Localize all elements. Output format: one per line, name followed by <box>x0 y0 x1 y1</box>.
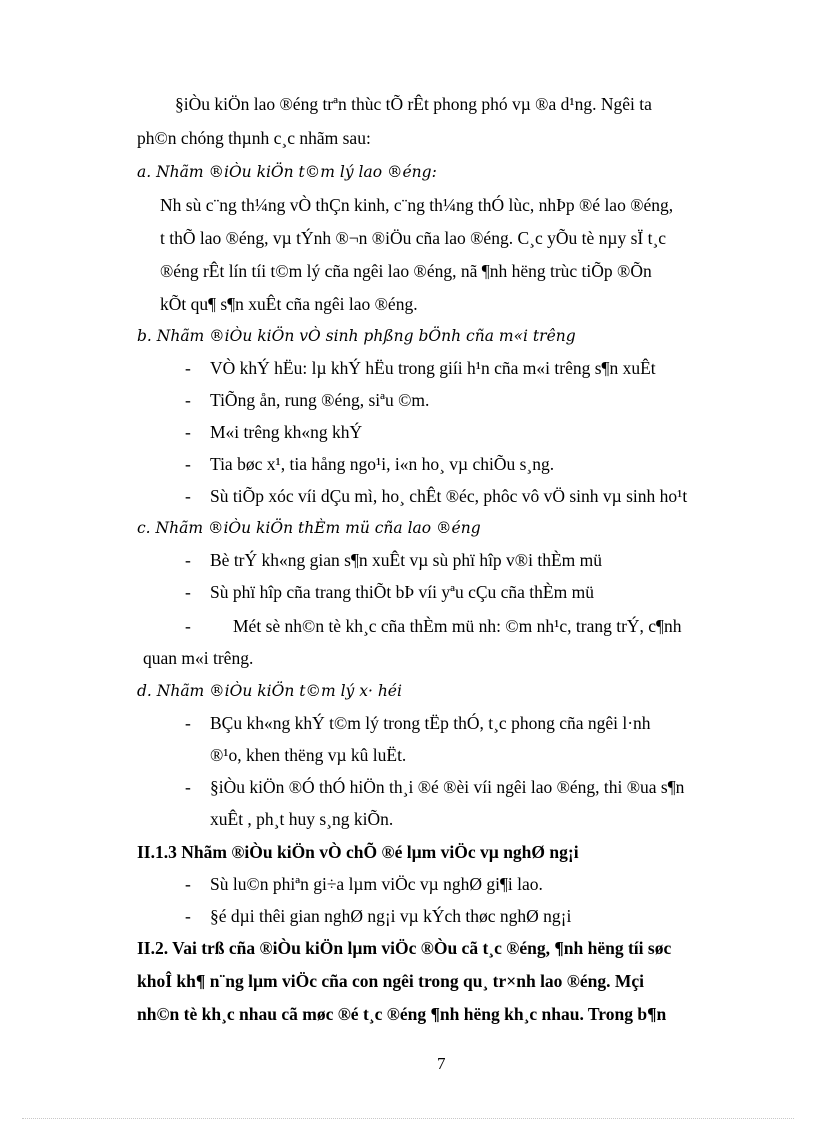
section-d-item-1-line-2: ®¹o, khen thëng vµ kû luËt. <box>210 745 407 765</box>
section-12-line-3: nh©n tè kh¸c nhau cã møc ®é t¸c ®éng ¶nh hëng kh¸c nhau. Trong b¶n <box>137 1004 667 1024</box>
paragraph-intro-line-2: ph©n chóng thµnh c¸c nhãm sau: <box>137 128 371 148</box>
bullet-dash: - <box>185 582 191 602</box>
section-a-line-3: ®éng rÊt lín tíi t©m lý cña ngêi lao ®éng, nã ¶nh hëng trùc tiÕp ®Õn <box>160 261 652 281</box>
bullet-dash: - <box>185 390 191 410</box>
page-bottom-rule <box>22 1118 794 1119</box>
bullet-dash: - <box>185 906 191 926</box>
section-113-heading: II.1.3 Nhãm ®iÒu kiÖn vÒ chÕ ®é lµm viÖc vµ nghØ ng¡i <box>137 842 579 862</box>
section-c-heading: c. Nhãm ®iÒu kiÖn thÈm mü cña lao ®éng <box>137 519 481 537</box>
section-c-item-3-line-1: Mét sè nh©n tè kh¸c cña thÈm mü nh: ©m nh¹c, trang trÝ, c¶nh <box>233 616 682 636</box>
section-a-heading: a. Nhãm ®iÒu kiÖn t©m lý lao ®éng: <box>137 163 437 181</box>
section-12-line-2: khoÎ kh¶ n¨ng lµm viÖc cña con ngêi trong qu¸ tr×nh lao ®éng. Mçi <box>137 971 645 991</box>
section-113-item: Sù lu©n phiªn gi÷a lµm viÖc vµ nghØ gi¶i lao. <box>210 874 543 894</box>
section-12-line-1: II.2. Vai trß cña ®iÒu kiÖn lµm viÖc ®Òu cã t¸c ®éng, ¶nh hëng tíi søc <box>137 938 672 958</box>
section-c-item: Bè trÝ kh«ng gian s¶n xuÊt vµ sù phï hîp v®i thÈm mü <box>210 550 602 570</box>
section-d-heading: d. Nhãm ®iÒu kiÖn t©m lý x· héi <box>137 682 402 700</box>
section-b-item: Sù tiÕp xóc víi dÇu mì, ho¸ chÊt ®éc, phôc vô vÖ sinh vµ sinh ho¹t <box>210 486 688 506</box>
bullet-dash: - <box>185 616 191 636</box>
paragraph-intro-line-1: §iÒu kiÖn lao ®éng trªn thùc tÕ rÊt phong phó vµ ®a d¹ng. Ngêi ta <box>175 94 652 114</box>
section-b-item: M«i trêng kh«ng khÝ <box>210 422 363 442</box>
section-a-line-1: Nh sù c¨ng th¼ng vÒ thÇn kinh, c¨ng th¼ng thÓ lùc, nhÞp ®é lao ®éng, <box>160 195 674 215</box>
section-a-line-4: kÕt qu¶ s¶n xuÊt cña ngêi lao ®éng. <box>160 294 418 314</box>
section-d-item-2-line-2: xuÊt , ph¸t huy s¸ng kiÕn. <box>210 809 394 829</box>
bullet-dash: - <box>185 422 191 442</box>
section-d-item-2-line-1: §iÒu kiÖn ®Ó thÓ hiÖn th¸i ®é ®èi víi ngêi lao ®éng, thi ®ua s¶n <box>210 777 685 797</box>
section-b-item: TiÕng ån, rung ®éng, siªu ©m. <box>210 390 430 410</box>
bullet-dash: - <box>185 777 191 797</box>
section-d-item-1-line-1: BÇu kh«ng khÝ t©m lý trong tËp thÓ, t¸c phong cña ngêi l·nh <box>210 713 651 733</box>
section-c-item: Sù phï hîp cña trang thiÕt bÞ víi yªu cÇu cña thÈm mü <box>210 582 594 602</box>
section-b-heading: b. Nhãm ®iÒu kiÖn vÒ sinh phßng bÖnh cña m«i trêng <box>137 327 576 345</box>
bullet-dash: - <box>185 454 191 474</box>
section-c-item-3-line-2: quan m«i trêng. <box>143 648 254 668</box>
bullet-dash: - <box>185 713 191 733</box>
page-number: 7 <box>437 1054 446 1073</box>
bullet-dash: - <box>185 550 191 570</box>
bullet-dash: - <box>185 486 191 506</box>
bullet-dash: - <box>185 358 191 378</box>
bullet-dash: - <box>185 874 191 894</box>
section-b-item: VÒ khÝ hËu: lµ khÝ hËu trong giíi h¹n cña m«i trêng s¶n xuÊt <box>210 358 656 378</box>
section-a-line-2: t thÕ lao ®éng, vµ tÝnh ®¬n ®iÖu cña lao ®éng. C¸c yÕu tè nµy sÏ t¸c <box>160 228 667 248</box>
section-113-item: §é dµi thêi gian nghØ ng¡i vµ kÝch thøc nghØ ng¡i <box>210 906 572 926</box>
section-b-item: Tia bøc x¹, tia hång ngo¹i, i«n ho¸ vµ chiÕu s¸ng. <box>210 454 555 474</box>
